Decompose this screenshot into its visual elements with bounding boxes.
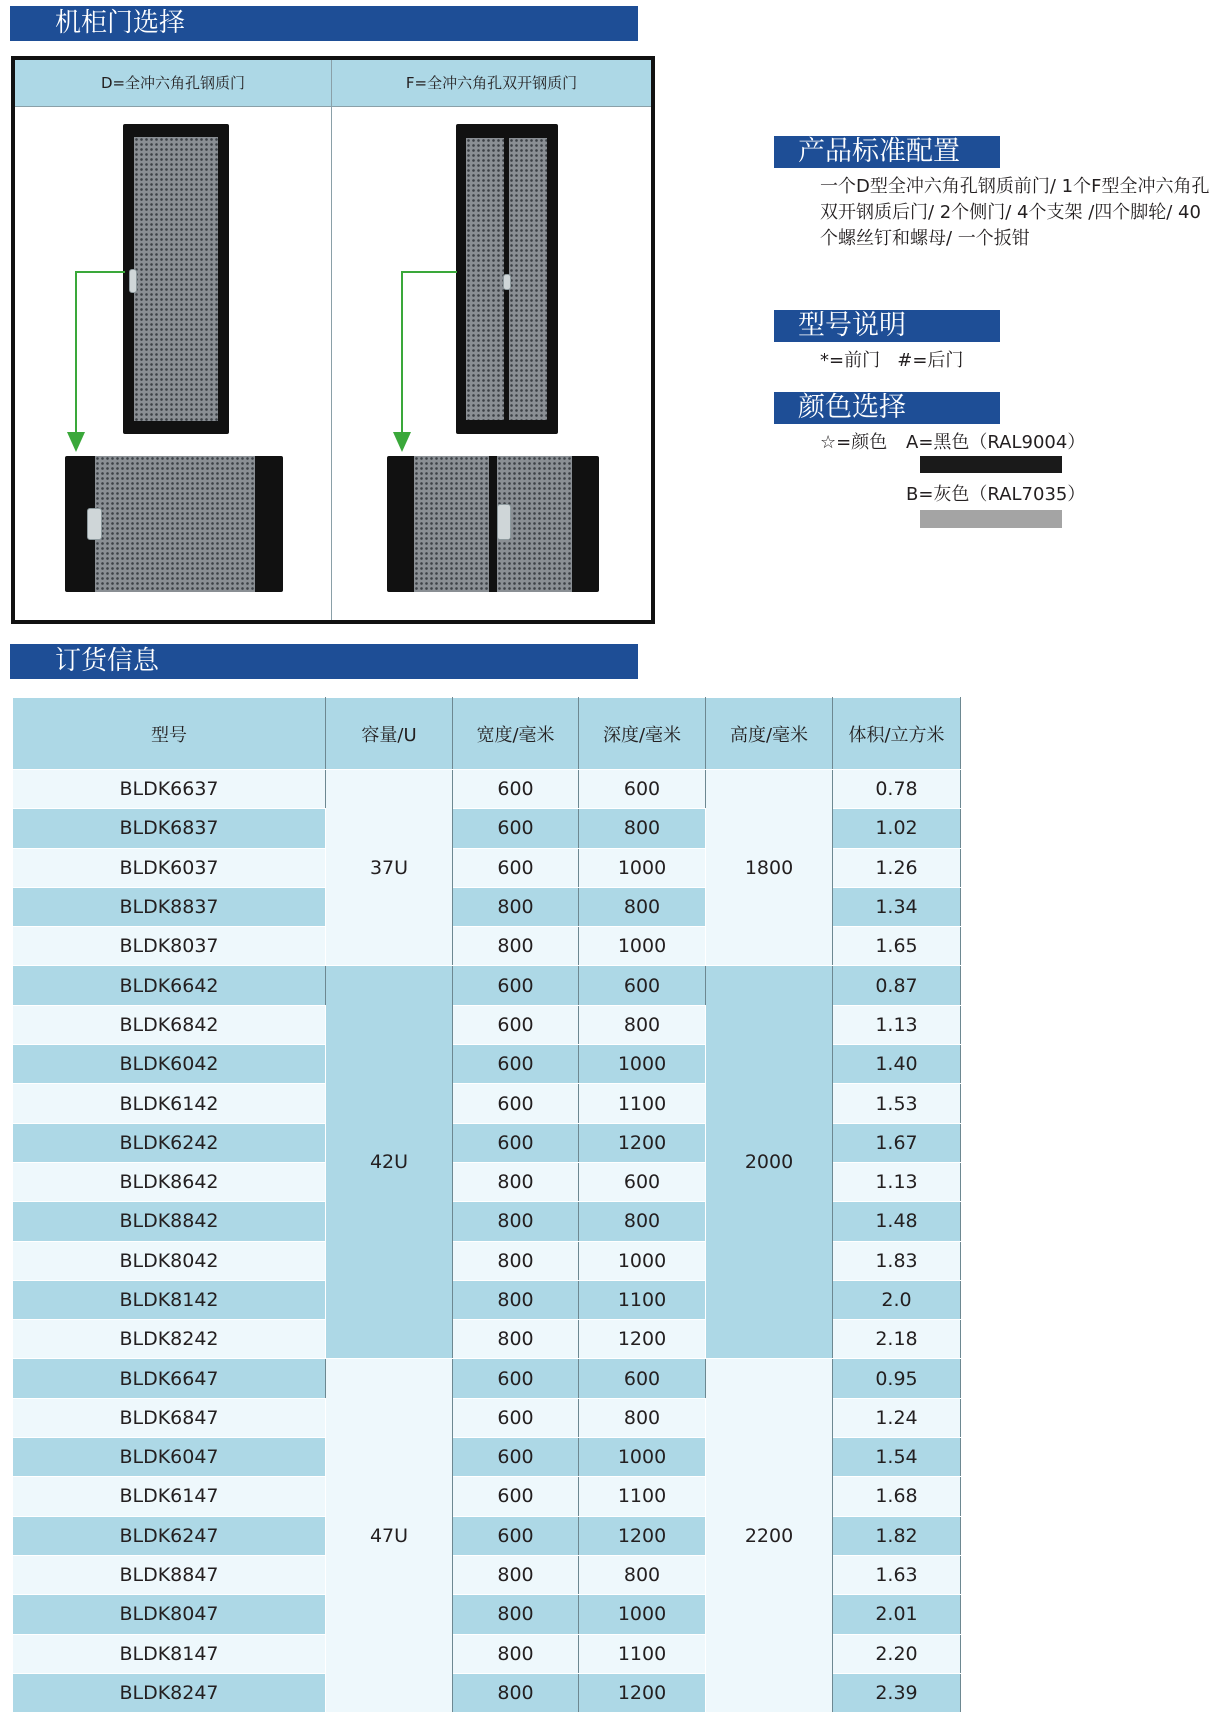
- cell-width: 800: [453, 887, 579, 926]
- cell-volume: 0.95: [833, 1359, 961, 1398]
- model-note-text: *=前门 #=后门: [820, 350, 964, 371]
- header-height: 高度/毫米: [706, 698, 833, 770]
- door-d-arrow: [75, 271, 125, 273]
- cell-width: 600: [453, 1359, 579, 1398]
- cell-volume: 2.0: [833, 1280, 961, 1319]
- cell-model: BLDK6147: [13, 1477, 326, 1516]
- color-swatch-gray: [920, 510, 1062, 528]
- cell-model: BLDK6637: [13, 770, 326, 809]
- door-f-arrow: [401, 271, 457, 273]
- cell-depth: 800: [579, 1005, 706, 1044]
- cell-width: 600: [453, 1398, 579, 1437]
- cell-width: 800: [453, 1595, 579, 1634]
- cell-volume: 1.13: [833, 1162, 961, 1201]
- cell-capacity: 37U: [326, 770, 453, 966]
- cell-volume: 1.24: [833, 1398, 961, 1437]
- cell-width: 600: [453, 809, 579, 848]
- cell-depth: 800: [579, 809, 706, 848]
- cell-width: 600: [453, 770, 579, 809]
- cell-width: 800: [453, 1634, 579, 1673]
- cell-width: 800: [453, 1202, 579, 1241]
- cell-model: BLDK6142: [13, 1084, 326, 1123]
- cell-volume: 1.13: [833, 1005, 961, 1044]
- order-section-title: 订货信息: [10, 644, 638, 679]
- cell-depth: 1000: [579, 927, 706, 966]
- cell-width: 600: [453, 966, 579, 1005]
- cell-volume: 2.18: [833, 1320, 961, 1359]
- cell-model: BLDK6847: [13, 1398, 326, 1437]
- table-row: [13, 966, 961, 1005]
- cell-depth: 1100: [579, 1634, 706, 1673]
- cell-width: 600: [453, 1005, 579, 1044]
- cell-volume: 1.26: [833, 848, 961, 887]
- cell-depth: 1000: [579, 1595, 706, 1634]
- cell-width: 800: [453, 927, 579, 966]
- cell-model: BLDK6047: [13, 1438, 326, 1477]
- cell-depth: 600: [579, 770, 706, 809]
- cell-depth: 800: [579, 1202, 706, 1241]
- header-volume: 体积/立方米: [833, 698, 961, 770]
- cell-volume: 1.34: [833, 887, 961, 926]
- cell-depth: 600: [579, 966, 706, 1005]
- cell-width: 600: [453, 1477, 579, 1516]
- header-depth: 深度/毫米: [579, 698, 706, 770]
- cell-volume: 1.54: [833, 1438, 961, 1477]
- table-row: [13, 1359, 961, 1398]
- door-f-front-image: [456, 124, 558, 434]
- cell-volume: 1.48: [833, 1202, 961, 1241]
- door-d-arrow-head: [67, 432, 85, 452]
- cell-width: 800: [453, 1162, 579, 1201]
- cell-width: 800: [453, 1241, 579, 1280]
- header-capacity: 容量/U: [326, 698, 453, 770]
- panel-divider: [331, 60, 332, 620]
- cell-model: BLDK6837: [13, 809, 326, 848]
- cell-model: BLDK6042: [13, 1045, 326, 1084]
- order-table: [12, 697, 961, 1713]
- cell-depth: 1000: [579, 1438, 706, 1477]
- cell-depth: 1200: [579, 1516, 706, 1555]
- cell-model: BLDK8147: [13, 1634, 326, 1673]
- cell-volume: 1.53: [833, 1084, 961, 1123]
- cell-width: 800: [453, 1555, 579, 1594]
- color-star-label: ☆=颜色: [820, 432, 888, 453]
- cell-volume: 1.82: [833, 1516, 961, 1555]
- cell-width: 800: [453, 1320, 579, 1359]
- model-note-title: 型号说明: [774, 310, 1000, 342]
- cell-depth: 1200: [579, 1320, 706, 1359]
- door-f-detail-image: [387, 456, 599, 592]
- cell-width: 600: [453, 1516, 579, 1555]
- cell-volume: 1.02: [833, 809, 961, 848]
- cell-depth: 1200: [579, 1673, 706, 1712]
- cell-model: BLDK8837: [13, 887, 326, 926]
- cell-depth: 1000: [579, 1045, 706, 1084]
- color-selection-title: 颜色选择: [774, 392, 1000, 424]
- cell-model: BLDK8842: [13, 1202, 326, 1241]
- door-options-panel: [11, 56, 655, 624]
- cell-depth: 600: [579, 1359, 706, 1398]
- cell-width: 600: [453, 1123, 579, 1162]
- cell-volume: 0.87: [833, 966, 961, 1005]
- door-d-label: D=全冲六角孔钢质门: [15, 60, 332, 107]
- table-header-row: [13, 698, 961, 770]
- cell-volume: 1.67: [833, 1123, 961, 1162]
- cell-model: BLDK8047: [13, 1595, 326, 1634]
- cell-height: 2200: [706, 1359, 833, 1713]
- table-row: [13, 770, 961, 809]
- color-option-a: A=黑色（RAL9004）: [906, 432, 1086, 453]
- cell-model: BLDK8042: [13, 1241, 326, 1280]
- cell-model: BLDK6037: [13, 848, 326, 887]
- cell-depth: 800: [579, 887, 706, 926]
- cell-depth: 1000: [579, 848, 706, 887]
- cell-width: 600: [453, 1045, 579, 1084]
- cell-model: BLDK6842: [13, 1005, 326, 1044]
- cell-volume: 1.65: [833, 927, 961, 966]
- cell-depth: 800: [579, 1398, 706, 1437]
- cell-depth: 1100: [579, 1084, 706, 1123]
- color-swatch-black: [920, 456, 1062, 473]
- cell-width: 800: [453, 1673, 579, 1712]
- cell-model: BLDK8142: [13, 1280, 326, 1319]
- cell-model: BLDK8247: [13, 1673, 326, 1712]
- cell-model: BLDK8847: [13, 1555, 326, 1594]
- color-option-b: B=灰色（RAL7035）: [906, 484, 1086, 505]
- cell-volume: 1.83: [833, 1241, 961, 1280]
- cell-depth: 800: [579, 1555, 706, 1594]
- header-width: 宽度/毫米: [453, 698, 579, 770]
- cell-depth: 1000: [579, 1241, 706, 1280]
- cell-model: BLDK8642: [13, 1162, 326, 1201]
- cell-model: BLDK6247: [13, 1516, 326, 1555]
- cell-volume: 1.63: [833, 1555, 961, 1594]
- cell-volume: 1.68: [833, 1477, 961, 1516]
- cell-capacity: 47U: [326, 1359, 453, 1713]
- cell-width: 600: [453, 1438, 579, 1477]
- cell-height: 2000: [706, 966, 833, 1359]
- door-d-detail-image: [65, 456, 283, 592]
- cell-width: 600: [453, 848, 579, 887]
- standard-config-title: 产品标准配置: [774, 136, 1000, 168]
- door-d-front-image: [123, 124, 229, 434]
- cell-width: 800: [453, 1280, 579, 1319]
- cell-model: BLDK6642: [13, 966, 326, 1005]
- cell-model: BLDK6242: [13, 1123, 326, 1162]
- door-f-label: F=全冲六角孔双开钢质门: [332, 60, 651, 107]
- cell-model: BLDK8037: [13, 927, 326, 966]
- cell-depth: 1100: [579, 1477, 706, 1516]
- door-f-arrow-head: [393, 432, 411, 452]
- cell-width: 600: [453, 1084, 579, 1123]
- standard-config-text: 一个D型全冲六角孔钢质前门/ 1个F型全冲六角孔双开钢质后门/ 2个侧门/ 4个支架 /四个脚轮/ 40个螺丝钉和螺母/ 一个扳钳: [820, 176, 1210, 249]
- cell-volume: 0.78: [833, 770, 961, 809]
- header-model: 型号: [13, 698, 326, 770]
- cell-depth: 1100: [579, 1280, 706, 1319]
- cell-capacity: 42U: [326, 966, 453, 1359]
- cell-height: 1800: [706, 770, 833, 966]
- cell-volume: 2.39: [833, 1673, 961, 1712]
- cell-depth: 1200: [579, 1123, 706, 1162]
- cell-model: BLDK6647: [13, 1359, 326, 1398]
- cell-volume: 1.40: [833, 1045, 961, 1084]
- doors-section-title: 机柜门选择: [10, 6, 638, 41]
- cell-volume: 2.01: [833, 1595, 961, 1634]
- cell-model: BLDK8242: [13, 1320, 326, 1359]
- cell-volume: 2.20: [833, 1634, 961, 1673]
- cell-depth: 600: [579, 1162, 706, 1201]
